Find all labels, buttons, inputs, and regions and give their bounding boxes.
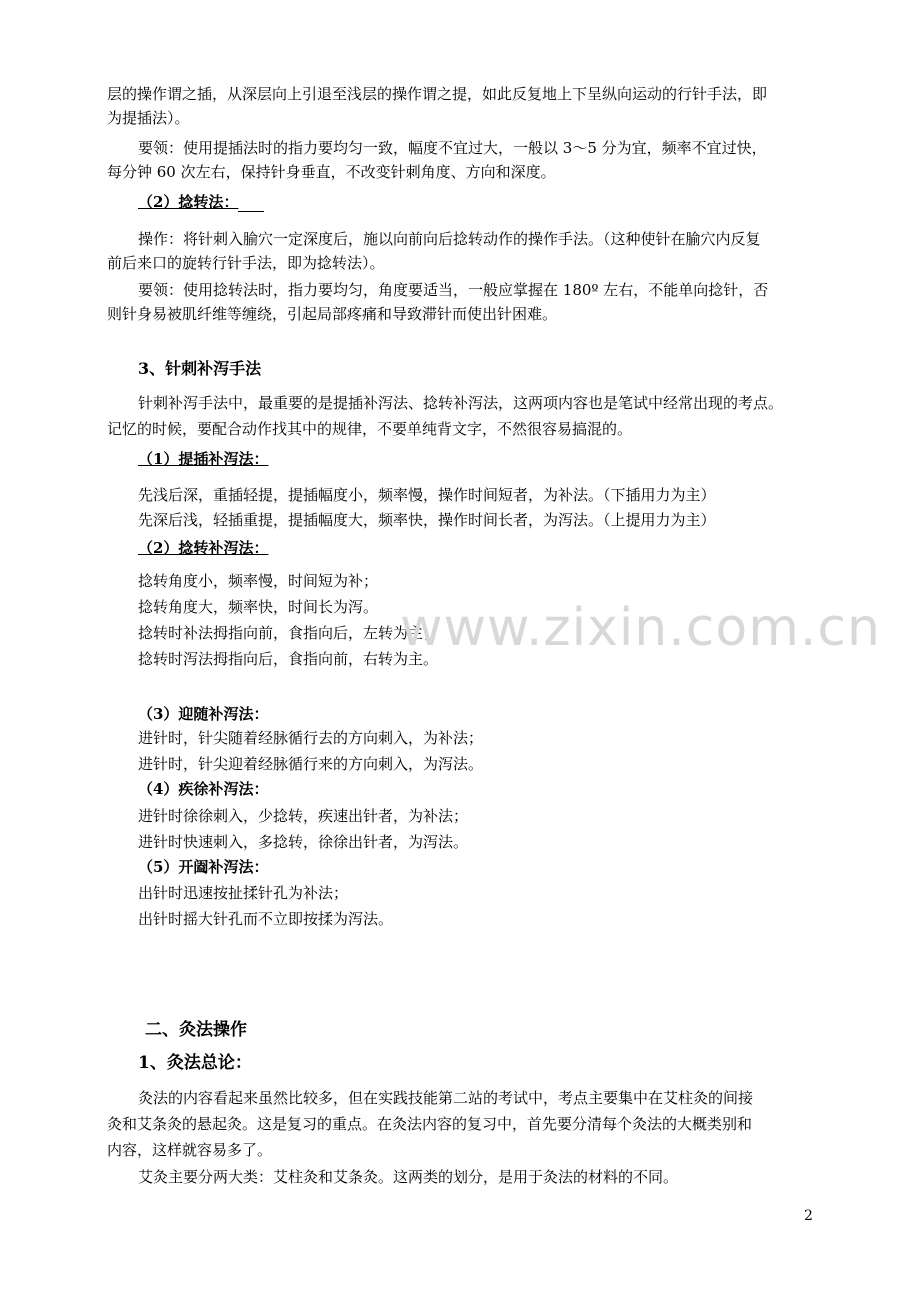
paragraph-line: 先浅后深，重插轻提，提插幅度小，频率慢，操作时间短者，为补法。（下插用力为主） [138,486,716,504]
paragraph-line: 进针时，针尖随着经脉循行去的方向刺入，为补法； [138,729,484,747]
paragraph-line: 则针身易被肌纤维等缠绕，引起局部疼痛和导致滞针而使出针困难。 [107,305,558,323]
section-heading: 1、灸法总论： [138,1053,252,1073]
paragraph-line: 进针时徐徐刺入，少捻转，疾速出针者，为补法； [138,807,469,825]
subheading-direction: （3）迎随补泻法： [138,705,269,723]
subheading-twist-reinforce: （2）捻转补泻法： [138,539,269,557]
subheading-lift-thrust: （1）提插补泻法： [138,450,269,468]
paragraph-line: 针刺补泻手法中，最重要的是提插补泻法、捻转补泻法，这两项内容也是笔试中经常出现的考点。 [138,394,784,412]
paragraph-line: 进针时，针尖迎着经脉循行来的方向刺入，为泻法。 [138,755,484,773]
paragraph-line: 内容，这样就容易多了。 [107,1141,273,1159]
paragraph-line: 灸和艾条灸的悬起灸。这是复习的重点。在灸法内容的复习中，首先要分清每个灸法的大概类别和 [107,1115,753,1133]
paragraph-line: 出针时迅速按扯揉针孔为补法； [138,884,349,902]
paragraph-line: 记忆的时候，要配合动作找其中的规律，不要单纯背文字，不然很容易搞混的。 [107,420,633,438]
paragraph-line: 前后来口的旋转行针手法，即为捻转法）。 [107,254,385,272]
subheading-twisting: （2）捻转法： [138,192,264,212]
paragraph-line: 为提插法）。 [107,109,190,127]
paragraph-line: 艾灸主要分两大类：艾柱灸和艾条灸。这两类的划分，是用于灸法的材料的不同。 [138,1168,679,1186]
paragraph-line: 先深后浅，轻插重提，提插幅度大，频率快，操作时间长者，为泻法。（上提用力为主） [138,511,716,529]
paragraph-line: 操作：将针刺入腧穴一定深度后，施以向前向后捻转动作的操作手法。（这种使针在腧穴内反复 [138,230,761,248]
paragraph-line: 要领：使用捻转法时，指力要均匀，角度要适当，一般应掌握在 180º 左右，不能单向捻针，否 [138,281,769,299]
paragraph-line: 出针时摇大针孔而不立即按揉为泻法。 [138,910,394,928]
page-number: 2 [804,1208,813,1224]
subheading-speed: （4）疾徐补泻法： [138,780,269,798]
watermark: www.zixin.com.cn [400,598,881,658]
paragraph-line: 灸法的内容看起来虽然比较多，但在实践技能第二站的考试中，考点主要集中在艾柱灸的间接 [138,1089,754,1107]
paragraph-line: 每分钟 60 次左右，保持针身垂直，不改变针刺角度、方向和深度。 [107,163,556,181]
paragraph-line: 捻转时泻法拇指向后，食指向前，右转为主。 [138,650,439,668]
chapter-heading: 二、灸法操作 [145,1020,247,1040]
paragraph-line: 要领：使用提插法时的指力要均匀一致，幅度不宜过大，一般以 3～5 分为宜，频率不宜过快， [138,139,767,157]
paragraph-line: 捻转角度大，频率快，时间长为泻。 [138,598,379,616]
section-heading: 3、针刺补泻手法 [138,359,262,378]
subheading-open-close: （5）开阖补泻法： [138,858,269,876]
paragraph-line: 捻转角度小，频率慢，时间短为补； [138,572,379,590]
paragraph-line: 层的操作谓之插，从深层向上引退至浅层的操作谓之提，如此反复地上下呈纵向运动的行针手法，即 [107,85,768,103]
paragraph-line: 捻转时补法拇指向前，食指向后，左转为主； [138,624,439,642]
paragraph-line: 进针时快速刺入，多捻转，徐徐出针者，为泻法。 [138,833,469,851]
